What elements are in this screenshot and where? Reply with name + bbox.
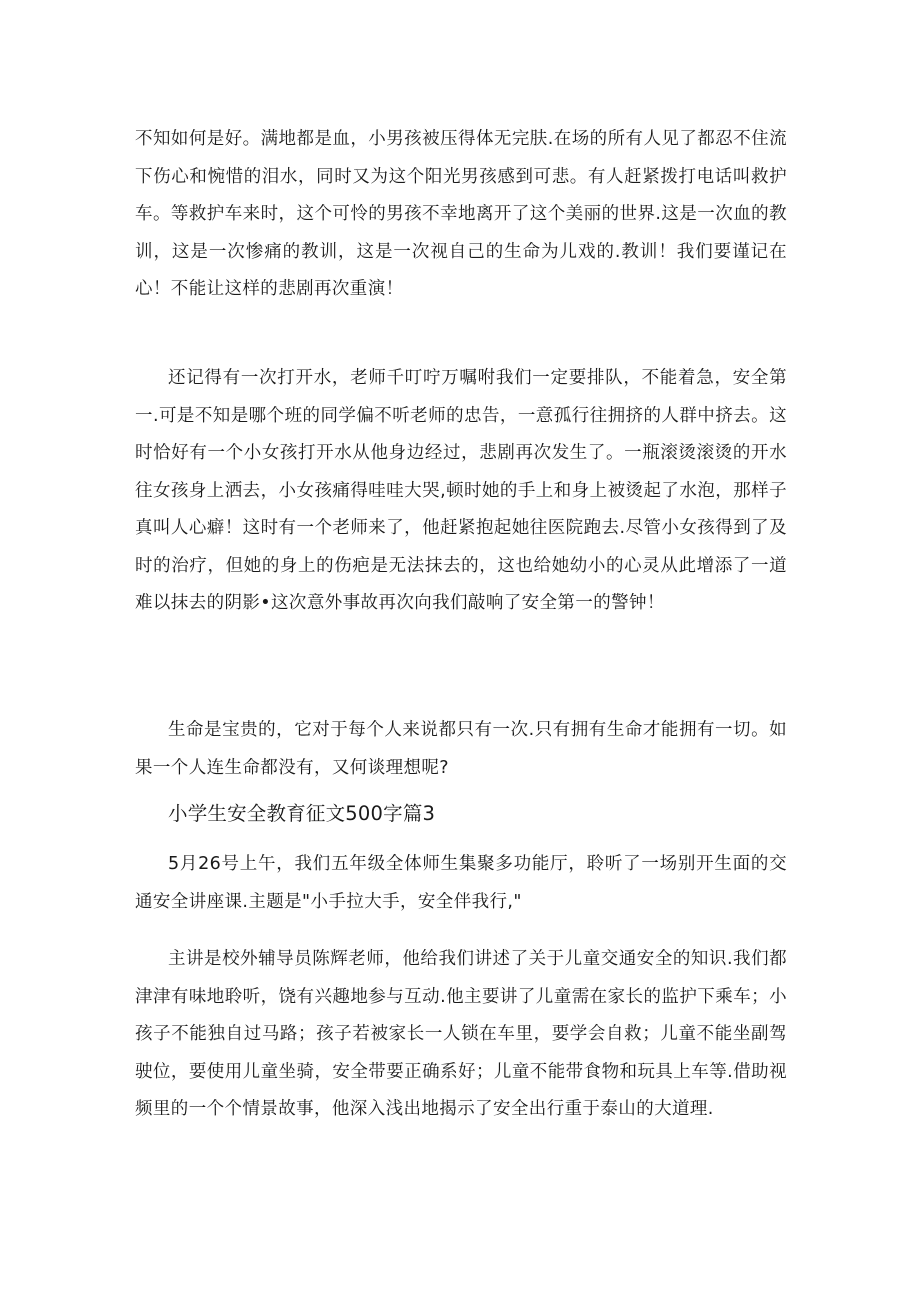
paragraph-lecturer: 主讲是校外辅导员陈辉老师，他给我们讲述了关于儿童交通安全的知识.我们都津津有味地聆听，饶有兴趣地参与互动.他主要讲了儿童需在家长的监护下乘车；小孩子不能独自过马路；孩子若被家长一人锁在车里，要学会自救；儿童不能坐副驾驶位，要使用儿童坐骑，安全带要正确系好；儿童不能带食物和玩具上车等.借助视频里的一个个情景故事，他深入浅出地揭示了安全出行重于泰山的大道理. xyxy=(135,949,787,1119)
paragraph-accident-boy: 不知如何是好。满地都是血，小男孩被压得体无完肤.在场的所有人见了都忍不住流下伤心和惋惜的泪水，同时又为这个阳光男孩感到可悲。有人赶紧拨打电话叫救护车。等救护车来时，这个可怜的男孩不幸地离开了这个美丽的世界.这是一次血的教训，这是一次惨痛的教训，这是一次视自己的生命为儿戏的.教训！我们要谨记在心！不能让这样的悲剧再次重演！ xyxy=(135,129,787,299)
paragraph-life-precious: 生命是宝贵的，它对于每个人来说都只有一次.只有拥有生命才能拥有一切。如果一个人连生命都没有，又何谈理想呢? xyxy=(135,720,787,778)
paragraph-traffic-lecture: 5月26号上午，我们五年级全体师生集聚多功能厅，聆听了一场别开生面的交通安全讲座课.主题是"小手拉大手，安全伴我行," xyxy=(135,854,787,912)
paragraph-hot-water: 还记得有一次打开水，老师千叮咛万嘱咐我们一定要排队，不能着急，安全第一.可是不知是哪个班的同学偏不听老师的忠告，一意孤行往拥挤的人群中挤去。这时恰好有一个小女孩打开水从他身边经过，悲剧再次发生了。一瓶滚烫滚烫的开水往女孩身上洒去，小女孩痛得哇哇大哭,顿时她的手上和身上被烫起了水泡，那样子真叫人心癖！这时有一个老师来了，他赶紧抱起她往医院跑去.尽管小女孩得到了及时的治疗，但她的身上的伤疤是无法抹去的，这也给她幼小的心灵从此增添了一道难以抹去的阴影•这次意外事故再次向我们敲响了安全第一的警钟！ xyxy=(135,368,787,613)
section-heading: 小学生安全教育征文500字篇3 xyxy=(168,802,436,825)
